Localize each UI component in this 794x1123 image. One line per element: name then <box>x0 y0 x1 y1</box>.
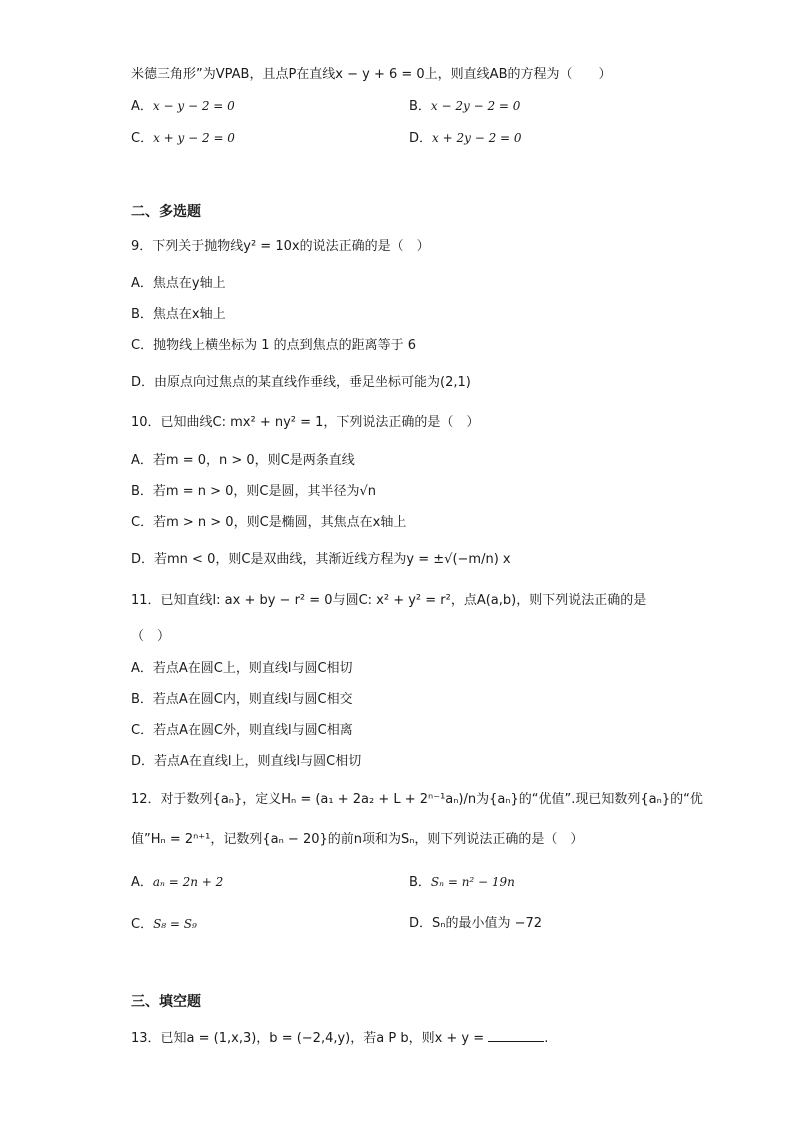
section-heading-multiple-choice: 二、多选题 <box>131 204 201 220</box>
q13-stem <box>131 1029 548 1048</box>
q12-option-a: A．aₙ = 2n + 2 <box>131 875 224 890</box>
q10-option-d: D．若mn < 0，则C是双曲线，其渐近线方程为y = ±√(−m/n) x <box>131 552 511 567</box>
q9-option-a: A．焦点在y轴上 <box>131 276 226 291</box>
q10-option-a: A．若m = 0，n > 0，则C是两条直线 <box>131 453 355 468</box>
q9-option-b: B．焦点在x轴上 <box>131 307 226 322</box>
q8-option-b: B．x − 2y − 2 = 0 <box>409 99 521 114</box>
q9-option-d: D．由原点向过焦点的某直线作垂线，垂足坐标可能为(2,1) <box>131 375 471 390</box>
q11-option-d: D．若点A在直线l上，则直线l与圆C相切 <box>131 754 362 769</box>
q11-stem: 11．已知直线l: ax + by − r² = 0与圆C: x² + y² = r²，点A(a,b)，则下列说法正确的是 <box>131 593 647 608</box>
q11-stem-paren: （ ） <box>131 629 171 644</box>
q8-option-d: D．x + 2y − 2 = 0 <box>409 131 522 146</box>
q12-stem-line1: 12．对于数列{aₙ}，定义Hₙ = (a₁ + 2a₂ + L + 2ⁿ⁻¹aₙ)/n为{aₙ}的“优值”.现已知数列{aₙ}的“优 <box>131 792 703 807</box>
q9-stem: 9．下列关于抛物线y² = 10x的说法正确的是（ ） <box>131 239 430 254</box>
q12-option-b: B．Sₙ = n² − 19n <box>409 875 515 890</box>
q12-option-c: C．S₈ = S₉ <box>131 917 197 932</box>
q11-option-b: B．若点A在圆C内，则直线l与圆C相交 <box>131 692 353 707</box>
q11-option-a: A．若点A在圆C上，则直线l与圆C相切 <box>131 661 353 676</box>
q12-stem-line2: 值”Hₙ = 2ⁿ⁺¹，记数列{aₙ − 20}的前n项和为Sₙ，则下列说法正确的是（ ） <box>131 832 584 847</box>
q12-option-d: D．Sₙ的最小值为 −72 <box>409 916 543 931</box>
q8-stem-tail: 米德三角形”为VPAB，且点P在直线x − y + 6 = 0上，则直线AB的方程为（ ） <box>131 67 612 82</box>
q10-option-b: B．若m = n > 0，则C是圆，其半径为√n <box>131 484 377 499</box>
q8-option-a: A．x − y − 2 = 0 <box>131 99 235 114</box>
q11-option-c: C．若点A在圆C外，则直线l与圆C相离 <box>131 723 353 738</box>
q10-option-c: C．若m > n > 0，则C是椭圆，其焦点在x轴上 <box>131 515 407 530</box>
q13-text: 13．已知a = (1,x,3)，b = (−2,4,y)，若a P b，则x + y = <box>131 1031 485 1046</box>
q8-option-c: C．x + y − 2 = 0 <box>131 131 235 146</box>
section-heading-fill-in: 三、填空题 <box>131 994 201 1010</box>
q10-stem: 10．已知曲线C: mx² + ny² = 1，下列说法正确的是（ ） <box>131 415 480 430</box>
answer-blank[interactable] <box>488 1029 544 1042</box>
q9-option-c: C．抛物线上横坐标为 1 的点到焦点的距离等于 6 <box>131 338 417 353</box>
q13-period: . <box>544 1031 549 1046</box>
